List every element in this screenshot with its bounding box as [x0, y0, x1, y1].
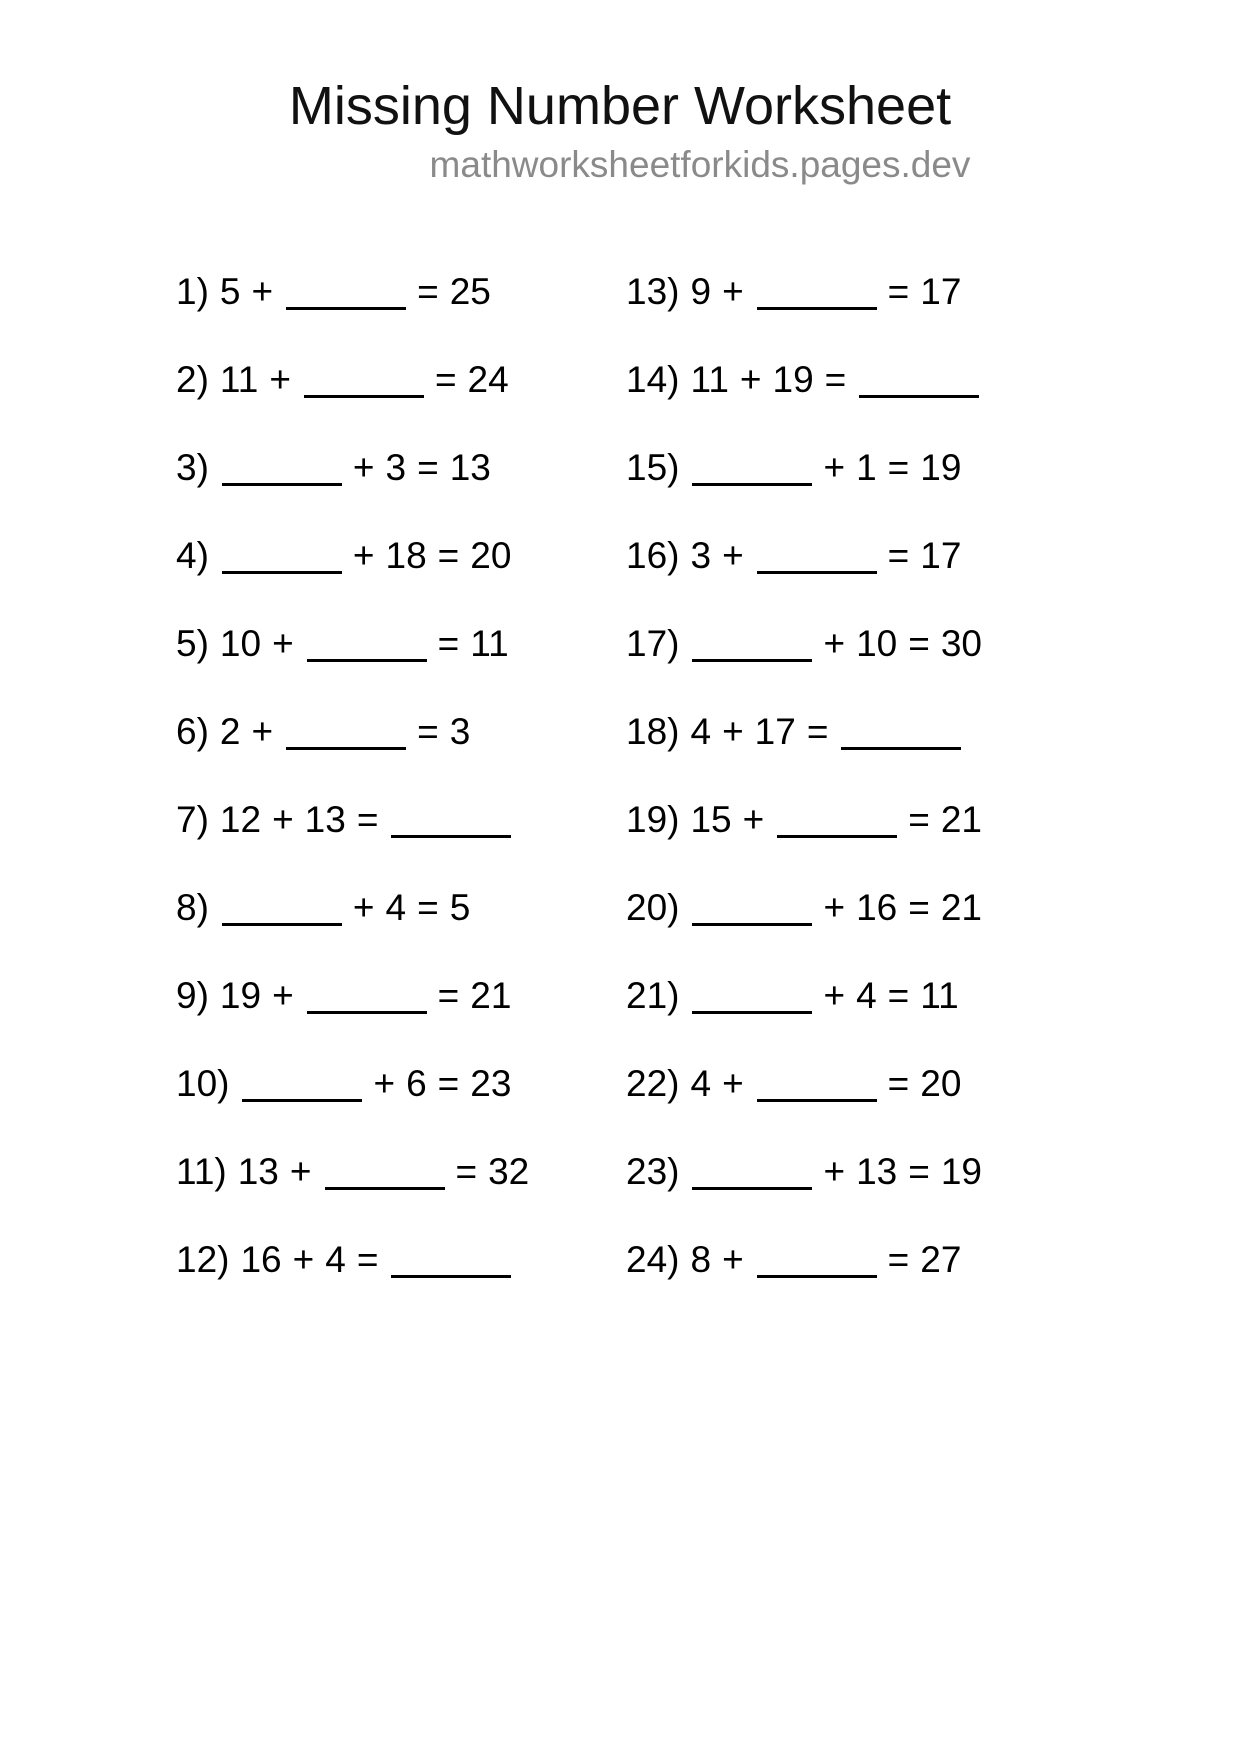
problem-number: 21) — [626, 975, 680, 1017]
plus-operator: + — [722, 1063, 744, 1105]
equals-operator: = — [887, 975, 910, 1017]
equals-operator: = — [887, 535, 910, 577]
equals-operator: = — [437, 1063, 460, 1105]
operand-b: 4 — [385, 887, 407, 929]
problem-row — [176, 625, 626, 713]
equals-operator: = — [908, 799, 930, 841]
answer-blank[interactable] — [391, 1241, 511, 1278]
plus-operator: + — [251, 711, 274, 753]
problem-row — [176, 361, 626, 449]
problem-row — [176, 273, 626, 361]
operand-a: 12 — [219, 799, 262, 841]
answer-blank[interactable] — [757, 1065, 877, 1102]
problem-row — [176, 889, 626, 977]
answer-blank[interactable] — [222, 889, 342, 926]
result-value: 17 — [920, 271, 962, 313]
result-value: 27 — [920, 1239, 962, 1281]
plus-operator: + — [272, 623, 294, 665]
problem-row — [626, 1065, 1066, 1153]
operand-a: 16 — [240, 1239, 282, 1281]
plus-operator: + — [251, 271, 274, 313]
operand-b: 3 — [385, 447, 407, 489]
result-value: 13 — [449, 447, 491, 489]
answer-blank[interactable] — [859, 361, 979, 398]
problem-number: 14) — [626, 359, 680, 401]
problem-row — [176, 713, 626, 801]
answer-blank[interactable] — [391, 801, 511, 838]
equals-operator: = — [455, 1151, 478, 1193]
equals-operator: = — [437, 975, 460, 1017]
problem-row — [176, 977, 626, 1065]
operand-a: 8 — [690, 1239, 712, 1281]
plus-operator: + — [722, 711, 744, 753]
problem-row — [626, 625, 1066, 713]
problem-row — [626, 713, 1066, 801]
equals-operator: = — [887, 447, 910, 489]
plus-operator: + — [269, 359, 291, 401]
equals-operator: = — [908, 887, 930, 929]
equals-operator: = — [437, 623, 460, 665]
operand-b: 13 — [856, 1151, 898, 1193]
problem-grid — [0, 273, 1240, 1329]
operand-a: 13 — [237, 1151, 279, 1193]
equals-operator: = — [356, 799, 379, 841]
equals-operator: = — [417, 887, 439, 929]
answer-blank[interactable] — [286, 713, 406, 750]
answer-blank[interactable] — [692, 1153, 812, 1190]
plus-operator: + — [292, 1239, 315, 1281]
plus-operator: + — [823, 447, 846, 489]
problem-row — [626, 273, 1066, 361]
problem-number: 15) — [626, 447, 680, 489]
result-value: 19 — [940, 1151, 983, 1193]
operand-a: 11 — [219, 359, 259, 401]
problem-number: 6) — [176, 711, 209, 753]
operand-a: 9 — [690, 271, 712, 313]
operand-a: 15 — [690, 799, 732, 841]
operand-b: 4 — [325, 1239, 346, 1281]
operand-a: 10 — [219, 623, 262, 665]
problem-row — [176, 449, 626, 537]
plus-operator: + — [739, 359, 762, 401]
result-value: 11 — [920, 975, 959, 1017]
problem-row — [626, 449, 1066, 537]
operand-a: 4 — [690, 711, 712, 753]
answer-blank[interactable] — [757, 1241, 877, 1278]
plus-operator: + — [722, 1239, 744, 1281]
equals-operator: = — [417, 271, 439, 313]
answer-blank[interactable] — [307, 625, 427, 662]
answer-blank[interactable] — [692, 449, 812, 486]
result-value: 21 — [940, 887, 983, 929]
problem-number: 13) — [626, 271, 680, 313]
problem-row — [626, 537, 1066, 625]
result-value: 21 — [470, 975, 512, 1017]
operand-a: 5 — [219, 271, 241, 313]
operand-b: 19 — [772, 359, 814, 401]
operand-b: 1 — [856, 447, 877, 489]
plus-operator: + — [742, 799, 765, 841]
plus-operator: + — [823, 1151, 846, 1193]
equals-operator: = — [887, 1239, 910, 1281]
problem-row — [626, 801, 1066, 889]
problem-number: 18) — [626, 711, 680, 753]
operand-a: 4 — [690, 1063, 712, 1105]
answer-blank[interactable] — [307, 977, 427, 1014]
problem-number: 12) — [176, 1239, 230, 1281]
problem-number: 19) — [626, 799, 680, 841]
problem-number: 22) — [626, 1063, 680, 1105]
equals-operator: = — [437, 535, 460, 577]
plus-operator: + — [352, 447, 375, 489]
answer-blank[interactable] — [692, 889, 812, 926]
right-column — [626, 273, 1066, 1329]
result-value: 25 — [449, 271, 491, 313]
plus-operator: + — [823, 975, 846, 1017]
problem-number: 9) — [176, 975, 209, 1017]
problem-row — [176, 801, 626, 889]
subtitle-row — [0, 145, 1240, 186]
operand-b: 4 — [856, 975, 877, 1017]
problem-row — [626, 889, 1066, 977]
answer-blank[interactable] — [757, 537, 877, 574]
operand-b: 16 — [856, 887, 898, 929]
equals-operator: = — [417, 447, 439, 489]
equals-operator: = — [908, 1151, 930, 1193]
plus-operator: + — [272, 799, 294, 841]
operand-a: 11 — [690, 359, 729, 401]
equals-operator: = — [908, 623, 930, 665]
problem-number: 17) — [626, 623, 680, 665]
problem-number: 10) — [176, 1063, 230, 1105]
problem-row — [176, 537, 626, 625]
answer-blank[interactable] — [222, 537, 342, 574]
answer-blank[interactable] — [841, 713, 961, 750]
result-value: 19 — [920, 447, 962, 489]
result-value: 30 — [940, 623, 983, 665]
problem-number: 1) — [176, 271, 209, 313]
operand-a: 19 — [219, 975, 262, 1017]
result-value: 20 — [470, 535, 512, 577]
operand-b: 17 — [754, 711, 796, 753]
problem-number: 11) — [176, 1151, 227, 1193]
equals-operator: = — [806, 711, 829, 753]
problem-number: 2) — [176, 359, 209, 401]
answer-blank[interactable] — [304, 361, 424, 398]
plus-operator: + — [373, 1063, 396, 1105]
plus-operator: + — [722, 271, 744, 313]
problem-number: 24) — [626, 1239, 680, 1281]
worksheet-header — [0, 0, 1240, 185]
answer-blank[interactable] — [692, 977, 812, 1014]
result-value: 32 — [488, 1151, 530, 1193]
equals-operator: = — [434, 359, 457, 401]
result-value: 23 — [470, 1063, 512, 1105]
problem-number: 16) — [626, 535, 680, 577]
answer-blank[interactable] — [325, 1153, 445, 1190]
result-value: 3 — [449, 711, 471, 753]
answer-blank[interactable] — [777, 801, 897, 838]
equals-operator: = — [887, 271, 910, 313]
operand-b: 10 — [856, 623, 898, 665]
equals-operator: = — [356, 1239, 379, 1281]
plus-operator: + — [823, 887, 846, 929]
plus-operator: + — [823, 623, 846, 665]
plus-operator: + — [722, 535, 744, 577]
problem-number: 20) — [626, 887, 680, 929]
operand-a: 2 — [219, 711, 241, 753]
operand-a: 3 — [690, 535, 712, 577]
problem-row — [626, 977, 1066, 1065]
problem-number: 5) — [176, 623, 209, 665]
plus-operator: + — [352, 535, 375, 577]
problem-number: 3) — [176, 447, 209, 489]
equals-operator: = — [887, 1063, 910, 1105]
operand-b: 6 — [406, 1063, 427, 1105]
problem-number: 8) — [176, 887, 209, 929]
site-attribution: mathworksheetforkids.pages.dev — [429, 143, 971, 185]
answer-blank[interactable] — [286, 273, 406, 310]
equals-operator: = — [417, 711, 439, 753]
problem-row — [176, 1241, 626, 1329]
left-column — [176, 273, 626, 1329]
result-value: 24 — [467, 359, 509, 401]
answer-blank[interactable] — [242, 1065, 362, 1102]
problem-number: 7) — [176, 799, 209, 841]
problem-row — [626, 1241, 1066, 1329]
answer-blank[interactable] — [757, 273, 877, 310]
answer-blank[interactable] — [692, 625, 812, 662]
equals-operator: = — [824, 359, 847, 401]
answer-blank[interactable] — [222, 449, 342, 486]
result-value: 17 — [920, 535, 962, 577]
result-value: 11 — [470, 623, 509, 665]
problem-number: 23) — [626, 1151, 680, 1193]
plus-operator: + — [289, 1151, 312, 1193]
operand-b: 13 — [304, 799, 346, 841]
plus-operator: + — [352, 887, 375, 929]
problem-row — [176, 1065, 626, 1153]
result-value: 21 — [940, 799, 983, 841]
plus-operator: + — [272, 975, 294, 1017]
problem-row — [176, 1153, 626, 1241]
result-value: 20 — [920, 1063, 962, 1105]
problem-row — [626, 1153, 1066, 1241]
problem-number: 4) — [176, 535, 209, 577]
problem-row — [626, 361, 1066, 449]
result-value: 5 — [449, 887, 471, 929]
operand-b: 18 — [385, 535, 427, 577]
page-title: Missing Number Worksheet — [288, 76, 952, 136]
